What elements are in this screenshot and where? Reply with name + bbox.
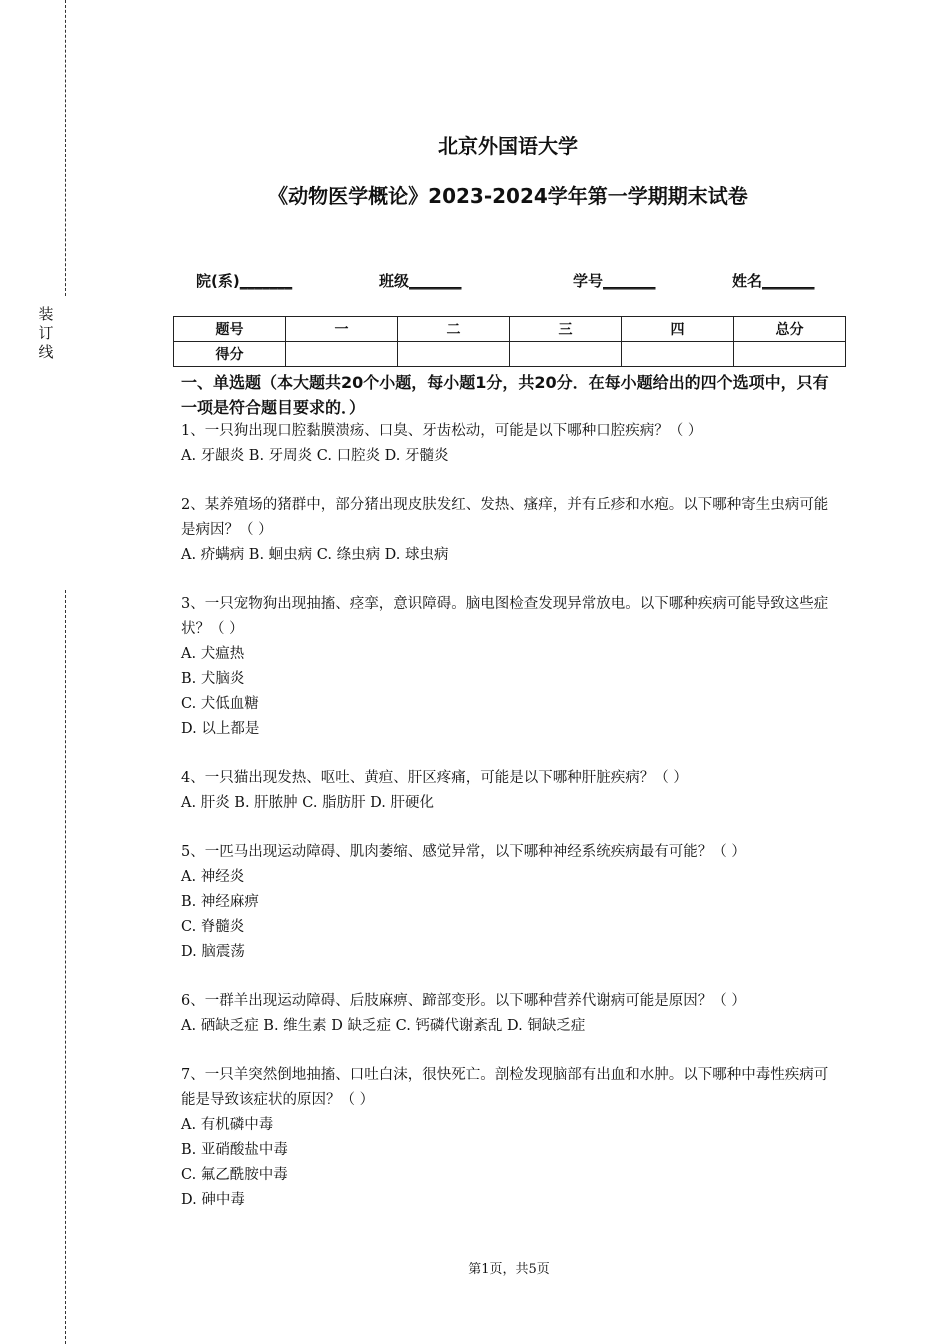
score-row-label: 得分 bbox=[174, 342, 286, 367]
question-option: D. 以上都是 bbox=[181, 721, 260, 737]
binding-label: 装订线 bbox=[38, 305, 54, 361]
question-option: D. 脑震荡 bbox=[181, 944, 245, 960]
score-header-cell: 总分 bbox=[734, 317, 846, 342]
question-stem: 4、一只猫出现发热、呕吐、黄疸、肝区疼痛，可能是以下哪种肝脏疾病？（ ） bbox=[181, 770, 688, 786]
question-option: B. 亚硝酸盐中毒 bbox=[181, 1142, 288, 1158]
question-option: D. 砷中毒 bbox=[181, 1192, 245, 1208]
question-stem: 7、一只羊突然倒地抽搐、口吐白沫，很快死亡。剖检发现脑部有出血和水肿。以下哪种中毒性疾病可能是导致该症状的原因？（ ） bbox=[181, 1067, 829, 1108]
question-stem: 5、一匹马出现运动障碍、肌肉萎缩、感觉异常，以下哪种神经系统疾病最有可能？（ ） bbox=[181, 844, 746, 860]
question-stem: 6、一群羊出现运动障碍、后肢麻痹、蹄部变形。以下哪种营养代谢病可能是原因？（ ） bbox=[181, 993, 746, 1009]
info-field-class: 班级_______ bbox=[379, 272, 462, 290]
score-header-cell: 一 bbox=[286, 317, 398, 342]
question-options: A. 肝炎 B. 肝脓肿 C. 脂肪肝 D. 肝硬化 bbox=[181, 795, 435, 811]
binding-dashed-line-bottom bbox=[65, 590, 66, 1344]
question-option: A. 神经炎 bbox=[181, 869, 245, 885]
page-footer: 第1页，共5页 bbox=[468, 1262, 550, 1277]
question-stem: 3、一只宠物狗出现抽搐、痉挛，意识障碍。脑电图检查发现异常放电。以下哪种疾病可能导致这些症状？（ ） bbox=[181, 596, 829, 637]
question-option: A. 犬瘟热 bbox=[181, 646, 245, 662]
question-item bbox=[181, 989, 841, 1039]
question-option: B. 神经麻痹 bbox=[181, 894, 259, 910]
section-title: 一、单选题（本大题共20个小题，每小题1分，共20分．在每小题给出的四个选项中，只有一项是符合题目要求的．） bbox=[181, 373, 829, 417]
question-item bbox=[181, 840, 841, 965]
question-option: C. 氟乙酰胺中毒 bbox=[181, 1167, 288, 1183]
question-option: A. 有机磷中毒 bbox=[181, 1117, 274, 1133]
question-list bbox=[181, 419, 841, 1237]
score-header-cell: 三 bbox=[510, 317, 622, 342]
question-stem: 2、某养殖场的猪群中，部分猪出现皮肤发红、发热、瘙痒，并有丘疹和水疱。以下哪种寄生虫病可能是病因？（ ） bbox=[181, 497, 829, 538]
question-options: A. 牙龈炎 B. 牙周炎 C. 口腔炎 D. 牙髓炎 bbox=[181, 448, 449, 464]
question-option: B. 犬脑炎 bbox=[181, 671, 245, 687]
info-field-department: 院(系)_______ bbox=[196, 272, 293, 290]
question-options: A. 疥螨病 B. 蛔虫病 C. 绦虫病 D. 球虫病 bbox=[181, 547, 449, 563]
question-option: C. 犬低血糖 bbox=[181, 696, 259, 712]
score-cell bbox=[510, 342, 622, 367]
question-stem: 1、一只狗出现口腔黏膜溃疡、口臭、牙齿松动，可能是以下哪种口腔疾病？（ ） bbox=[181, 423, 703, 439]
score-cell bbox=[398, 342, 510, 367]
score-header-cell: 四 bbox=[622, 317, 734, 342]
score-cell bbox=[286, 342, 398, 367]
question-item bbox=[181, 592, 841, 742]
question-item bbox=[181, 1063, 841, 1213]
info-field-name: 姓名_______ bbox=[732, 272, 815, 290]
question-option: C. 脊髓炎 bbox=[181, 919, 245, 935]
question-options: A. 硒缺乏症 B. 维生素 D 缺乏症 C. 钙磷代谢紊乱 D. 铜缺乏症 bbox=[181, 1018, 586, 1034]
score-cell bbox=[734, 342, 846, 367]
score-cell bbox=[622, 342, 734, 367]
info-field-student-id: 学号_______ bbox=[573, 272, 656, 290]
school-title: 北京外国语大学 bbox=[438, 134, 578, 158]
question-item bbox=[181, 419, 841, 469]
question-item bbox=[181, 766, 841, 816]
score-header-cell: 题号 bbox=[174, 317, 286, 342]
score-table bbox=[173, 316, 846, 367]
question-item bbox=[181, 493, 841, 568]
score-table-header-row bbox=[174, 317, 846, 342]
score-header-cell: 二 bbox=[398, 317, 510, 342]
exam-title: 《动物医学概论》2023-2024学年第一学期期末试卷 bbox=[268, 184, 748, 208]
score-table-score-row bbox=[174, 342, 846, 367]
